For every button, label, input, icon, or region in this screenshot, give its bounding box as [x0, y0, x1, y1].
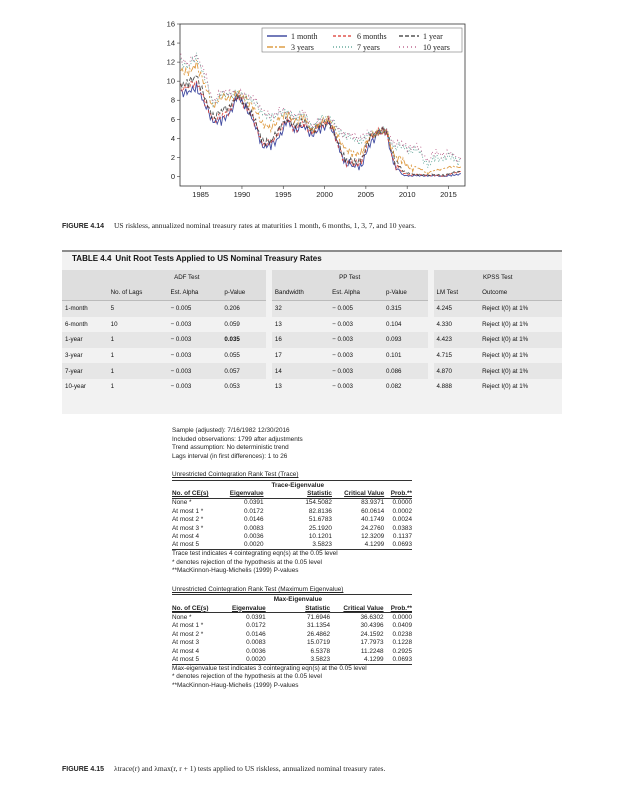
table-row: [172, 524, 412, 532]
row-label: At most 5: [172, 541, 220, 550]
column-header: LM Test: [431, 285, 480, 301]
y-tick-label: 0: [170, 171, 175, 181]
table-cell: 0.0409: [392, 622, 412, 630]
row-label: None *: [172, 499, 192, 507]
trace-test-table: [172, 480, 412, 550]
group-pp: PP Test: [269, 270, 431, 285]
table-cell: − 0.003: [332, 383, 353, 391]
table-cell: 0.1137: [392, 533, 412, 540]
table-cell: − 0.003: [332, 352, 353, 360]
table-cell: 0.0391: [246, 613, 266, 621]
table-cell: 0.0383: [392, 524, 412, 532]
table-row: [172, 532, 412, 540]
note-line: **MacKinnon-Haug-Michelis (1999) P-values: [172, 567, 299, 575]
note-line: * denotes rejection of the hypothesis at the 0.05 level: [172, 673, 322, 681]
legend-label: 1 year: [423, 32, 443, 41]
table-cell: 4.715: [431, 348, 480, 364]
table-cell: − 0.005: [329, 301, 383, 317]
column-header: Critical Value: [330, 604, 383, 613]
row-label: 1-month: [62, 301, 108, 317]
table-cell: Reject I(0) at 1%: [479, 332, 562, 348]
table-cell: 0.0083: [246, 639, 266, 647]
note-line: **MacKinnon-Haug-Michelis (1999) P-values: [172, 681, 299, 689]
column-header: No. of CE(s): [172, 489, 220, 498]
table-cell: 0.0036: [243, 533, 264, 540]
row-label: 3-year: [65, 352, 83, 360]
table-cell: 12.3209: [361, 533, 385, 540]
table-cell: 10: [110, 320, 118, 328]
table-row: [172, 647, 412, 655]
table-cell: 0.057: [221, 363, 269, 379]
table-cell: 51.6783: [308, 516, 332, 524]
table-cell: 0.035: [221, 332, 269, 348]
y-tick-label: 12: [166, 57, 175, 67]
table-row: [172, 613, 412, 622]
table-cell: 0.315: [383, 301, 431, 317]
table-cell: 4.1299: [332, 541, 384, 550]
table-cell: Reject I(0) at 1%: [482, 320, 529, 328]
table-4-4-label: TABLE 4.4: [72, 254, 112, 263]
maxeig-group-label: Max-Eigenvalue: [266, 595, 330, 604]
table-cell: 0.0391: [243, 499, 264, 507]
cointegration-output: [172, 427, 432, 690]
table-cell: 0.0002: [392, 507, 412, 515]
table-cell: 0.0693: [384, 541, 412, 550]
x-tick-label: 1985: [192, 190, 209, 199]
table-cell: 3.5823: [264, 541, 332, 550]
table-cell: 4.870: [431, 363, 480, 379]
row-label: At most 4: [172, 647, 199, 655]
table-cell: 10.1201: [308, 533, 332, 540]
table-cell: 14: [269, 363, 329, 379]
table-cell: 0.0146: [246, 630, 266, 638]
table-4-4-heading: Unit Root Tests Applied to US Nominal Treasury Rates: [115, 254, 322, 263]
table-cell: Reject I(0) at 1%: [479, 363, 562, 379]
figure-4-14-caption: [62, 221, 416, 230]
table-row: [172, 630, 412, 638]
table-cell: 0.0000: [392, 499, 412, 507]
table-row: [62, 348, 562, 364]
treasury-rates-chart: [150, 18, 470, 213]
info-line: Trend assumption: No deterministic trend: [172, 444, 289, 452]
table-cell: 82.8136: [308, 507, 332, 515]
column-header: p-Value: [221, 285, 269, 301]
table-row: [172, 622, 412, 630]
maxeig-test-header: Unrestricted Cointegration Rank Test (Maximum Eigenvalue): [172, 585, 344, 593]
legend-label: 10 years: [423, 43, 450, 52]
table-cell: 60.0614: [361, 507, 385, 515]
table-row: [172, 541, 412, 550]
figure-4-15-label: FIGURE 4.15: [62, 766, 105, 773]
y-tick-label: 10: [166, 76, 175, 86]
chart-legend: [262, 28, 462, 52]
table-cell: 6.5378: [310, 647, 331, 655]
group-adf: ADF Test: [108, 270, 269, 285]
maxeig-test-table: [172, 594, 412, 664]
column-header: No. of Lags: [108, 285, 168, 301]
legend-label: 6 months: [357, 32, 387, 41]
table-cell: 0.0146: [243, 516, 264, 524]
trace-test-header: Unrestricted Cointegration Rank Test (Trace): [172, 471, 299, 479]
column-header: Est. Alpha: [168, 285, 222, 301]
table-cell: 4.1299: [330, 655, 383, 664]
table-4-4-title: [68, 254, 322, 263]
table-cell: 13: [269, 379, 329, 395]
table-row: [172, 498, 412, 507]
table-cell: 17: [269, 348, 329, 364]
row-label: 7-year: [62, 363, 108, 379]
table-cell: 31.1354: [306, 622, 331, 630]
figure-4-14-label: FIGURE 4.14: [62, 223, 105, 230]
x-tick-label: 2010: [398, 190, 416, 199]
column-header: Statistic: [264, 489, 332, 498]
group-kpss: KPSS Test: [431, 270, 563, 285]
table-cell: 13: [269, 317, 329, 333]
table-cell: 1: [108, 363, 168, 379]
table-cell: 24.2760: [361, 524, 385, 532]
table-cell: 0.059: [224, 320, 240, 328]
table-cell: 0.2925: [392, 647, 412, 655]
info-line: Sample (adjusted): 7/16/1982 12/30/2016: [172, 427, 290, 434]
note-line: * denotes rejection of the hypothesis at the 0.05 level: [172, 558, 322, 566]
table-cell: 0.086: [383, 363, 431, 379]
row-label: None *: [172, 613, 192, 621]
x-tick-label: 1995: [274, 190, 292, 199]
table-cell: 1: [110, 383, 115, 391]
column-header: Eigenvalue: [220, 489, 264, 498]
table-cell: Reject I(0) at 1%: [482, 352, 529, 360]
table-cell: 0.093: [383, 332, 431, 348]
row-label: 6-month: [65, 320, 88, 328]
table-cell: 4.888: [431, 379, 480, 395]
table-row: [172, 638, 412, 646]
table-row: [172, 507, 412, 515]
table-cell: − 0.005: [168, 301, 222, 317]
table-cell: 154.5082: [305, 499, 332, 507]
column-header: Outcome: [479, 285, 562, 301]
table-cell: 0.0020: [220, 541, 264, 550]
table-cell: 26.4862: [306, 630, 331, 638]
table-cell: 0.1228: [392, 639, 412, 647]
table-cell: − 0.003: [329, 363, 383, 379]
table-cell: 15.0719: [306, 639, 331, 647]
y-tick-label: 16: [166, 19, 175, 29]
table-cell: 4.330: [431, 317, 480, 333]
figure-4-15-caption: [62, 764, 385, 773]
figure-4-15-text: λtrace(r) and λmax(r, r + 1) tests applied to US riskless, annualized nominal treasury rates.: [114, 764, 386, 773]
unit-root-table: [62, 270, 562, 395]
y-tick-label: 8: [170, 95, 175, 105]
table-cell: 3.5823: [266, 655, 330, 664]
row-label: 10-year: [65, 383, 86, 391]
table-cell: − 0.003: [170, 320, 192, 328]
table-cell: − 0.003: [168, 363, 222, 379]
table-cell: 0.055: [224, 352, 240, 360]
legend-label: 1 month: [291, 32, 318, 41]
table-cell: 11.2248: [360, 647, 384, 655]
column-header: No. of CE(s): [172, 604, 221, 613]
y-tick-label: 14: [166, 38, 175, 48]
info-line: Included observations: 1799 after adjustments: [172, 435, 303, 443]
sample-info: [172, 427, 432, 461]
legend-label: 7 years: [357, 43, 380, 52]
table-cell: 0.101: [386, 352, 402, 360]
column-header: Prob.**: [384, 604, 412, 613]
table-row: [62, 317, 562, 333]
table-row: [62, 301, 562, 317]
trace-notes: [172, 550, 432, 576]
legend-label: 3 years: [291, 43, 314, 52]
table-cell: 0.0000: [392, 613, 412, 621]
table-cell: − 0.003: [168, 332, 222, 348]
column-header: Bandwidth: [269, 285, 329, 301]
table-cell: Reject I(0) at 1%: [479, 301, 562, 317]
table-cell: 4.245: [431, 301, 480, 317]
table-cell: 4.423: [431, 332, 480, 348]
table-cell: 17.7973: [360, 639, 384, 647]
x-tick-label: 2015: [440, 190, 457, 199]
table-cell: 0.0036: [246, 647, 266, 655]
info-line: Lags interval (in first differences): 1 to 26: [172, 452, 288, 460]
table-cell: − 0.003: [170, 352, 192, 360]
note-line: Trace test indicates 4 cointegrating eqn(s) at the 0.05 level: [172, 550, 338, 558]
x-tick-label: 1990: [233, 190, 251, 199]
table-column-header: [62, 285, 562, 301]
table-cell: 0.0693: [384, 655, 412, 664]
row-label: At most 2 *: [172, 630, 204, 638]
column-header: Prob.**: [384, 489, 412, 498]
table-cell: 0.0083: [243, 524, 264, 532]
table-cell: 1: [110, 352, 115, 360]
row-label: At most 4: [172, 533, 199, 540]
table-cell: 36.6302: [360, 613, 384, 621]
column-header: p-Value: [383, 285, 431, 301]
table-row: [62, 332, 562, 348]
x-tick-label: 2000: [316, 190, 333, 199]
figure-4-14-text: US riskless, annualized nominal treasury rates at maturities 1 month, 6 months, 1, 3, 7, and 10 years.: [114, 221, 417, 230]
table-cell: Reject I(0) at 1%: [482, 383, 529, 391]
table-cell: 71.6946: [306, 613, 331, 621]
y-tick-label: 2: [170, 152, 175, 162]
table-cell: 0.082: [386, 383, 402, 391]
note-line: Max-eigenvalue test indicates 3 cointegrating eqn(s) at the 0.05 level: [172, 664, 367, 672]
y-tick-label: 6: [170, 114, 175, 124]
table-cell: 0.0172: [246, 622, 266, 630]
table-cell: 5: [108, 301, 168, 317]
row-label: At most 3 *: [172, 524, 204, 532]
table-cell: 0.053: [224, 383, 240, 391]
y-tick-label: 4: [170, 133, 175, 143]
trace-group-label: Trace-Eigenvalue: [264, 480, 332, 489]
x-tick-label: 2005: [357, 190, 375, 199]
table-cell: 32: [269, 301, 329, 317]
table-cell: 0.0024: [392, 516, 412, 524]
column-blank: [62, 285, 108, 301]
maxeig-notes: [172, 665, 432, 691]
table-cell: 25.1920: [308, 524, 332, 532]
table-cell: 0.206: [221, 301, 269, 317]
column-header: Critical Value: [332, 489, 384, 498]
table-row: [62, 363, 562, 379]
table-cell: 1: [108, 332, 168, 348]
column-header: Eigenvalue: [221, 604, 266, 613]
table-cell: − 0.003: [170, 383, 192, 391]
table-cell: 24.1592: [360, 630, 384, 638]
column-header: Est. Alpha: [329, 285, 383, 301]
table-cell: 83.9371: [361, 499, 385, 507]
row-label: At most 1 *: [172, 622, 204, 630]
table-cell: 0.0238: [392, 630, 412, 638]
table-cell: − 0.003: [332, 320, 353, 328]
table-group-header: [62, 270, 562, 285]
table-row: [172, 516, 412, 524]
row-label: At most 1 *: [172, 507, 204, 515]
row-label: At most 5: [172, 655, 221, 664]
table-cell: 40.1749: [361, 516, 385, 524]
table-cell: 16: [269, 332, 329, 348]
row-label: At most 3: [172, 639, 199, 647]
table-cell: 30.4396: [360, 622, 384, 630]
table-row: [172, 655, 412, 664]
table-4-4: [62, 250, 562, 414]
table-cell: 0.0172: [243, 507, 264, 515]
column-header: Statistic: [266, 604, 330, 613]
table-row: [62, 379, 562, 395]
table-cell: − 0.003: [329, 332, 383, 348]
table-cell: 0.0020: [221, 655, 266, 664]
table-cell: 0.104: [386, 320, 402, 328]
row-label: At most 2 *: [172, 516, 204, 524]
row-label: 1-year: [62, 332, 108, 348]
